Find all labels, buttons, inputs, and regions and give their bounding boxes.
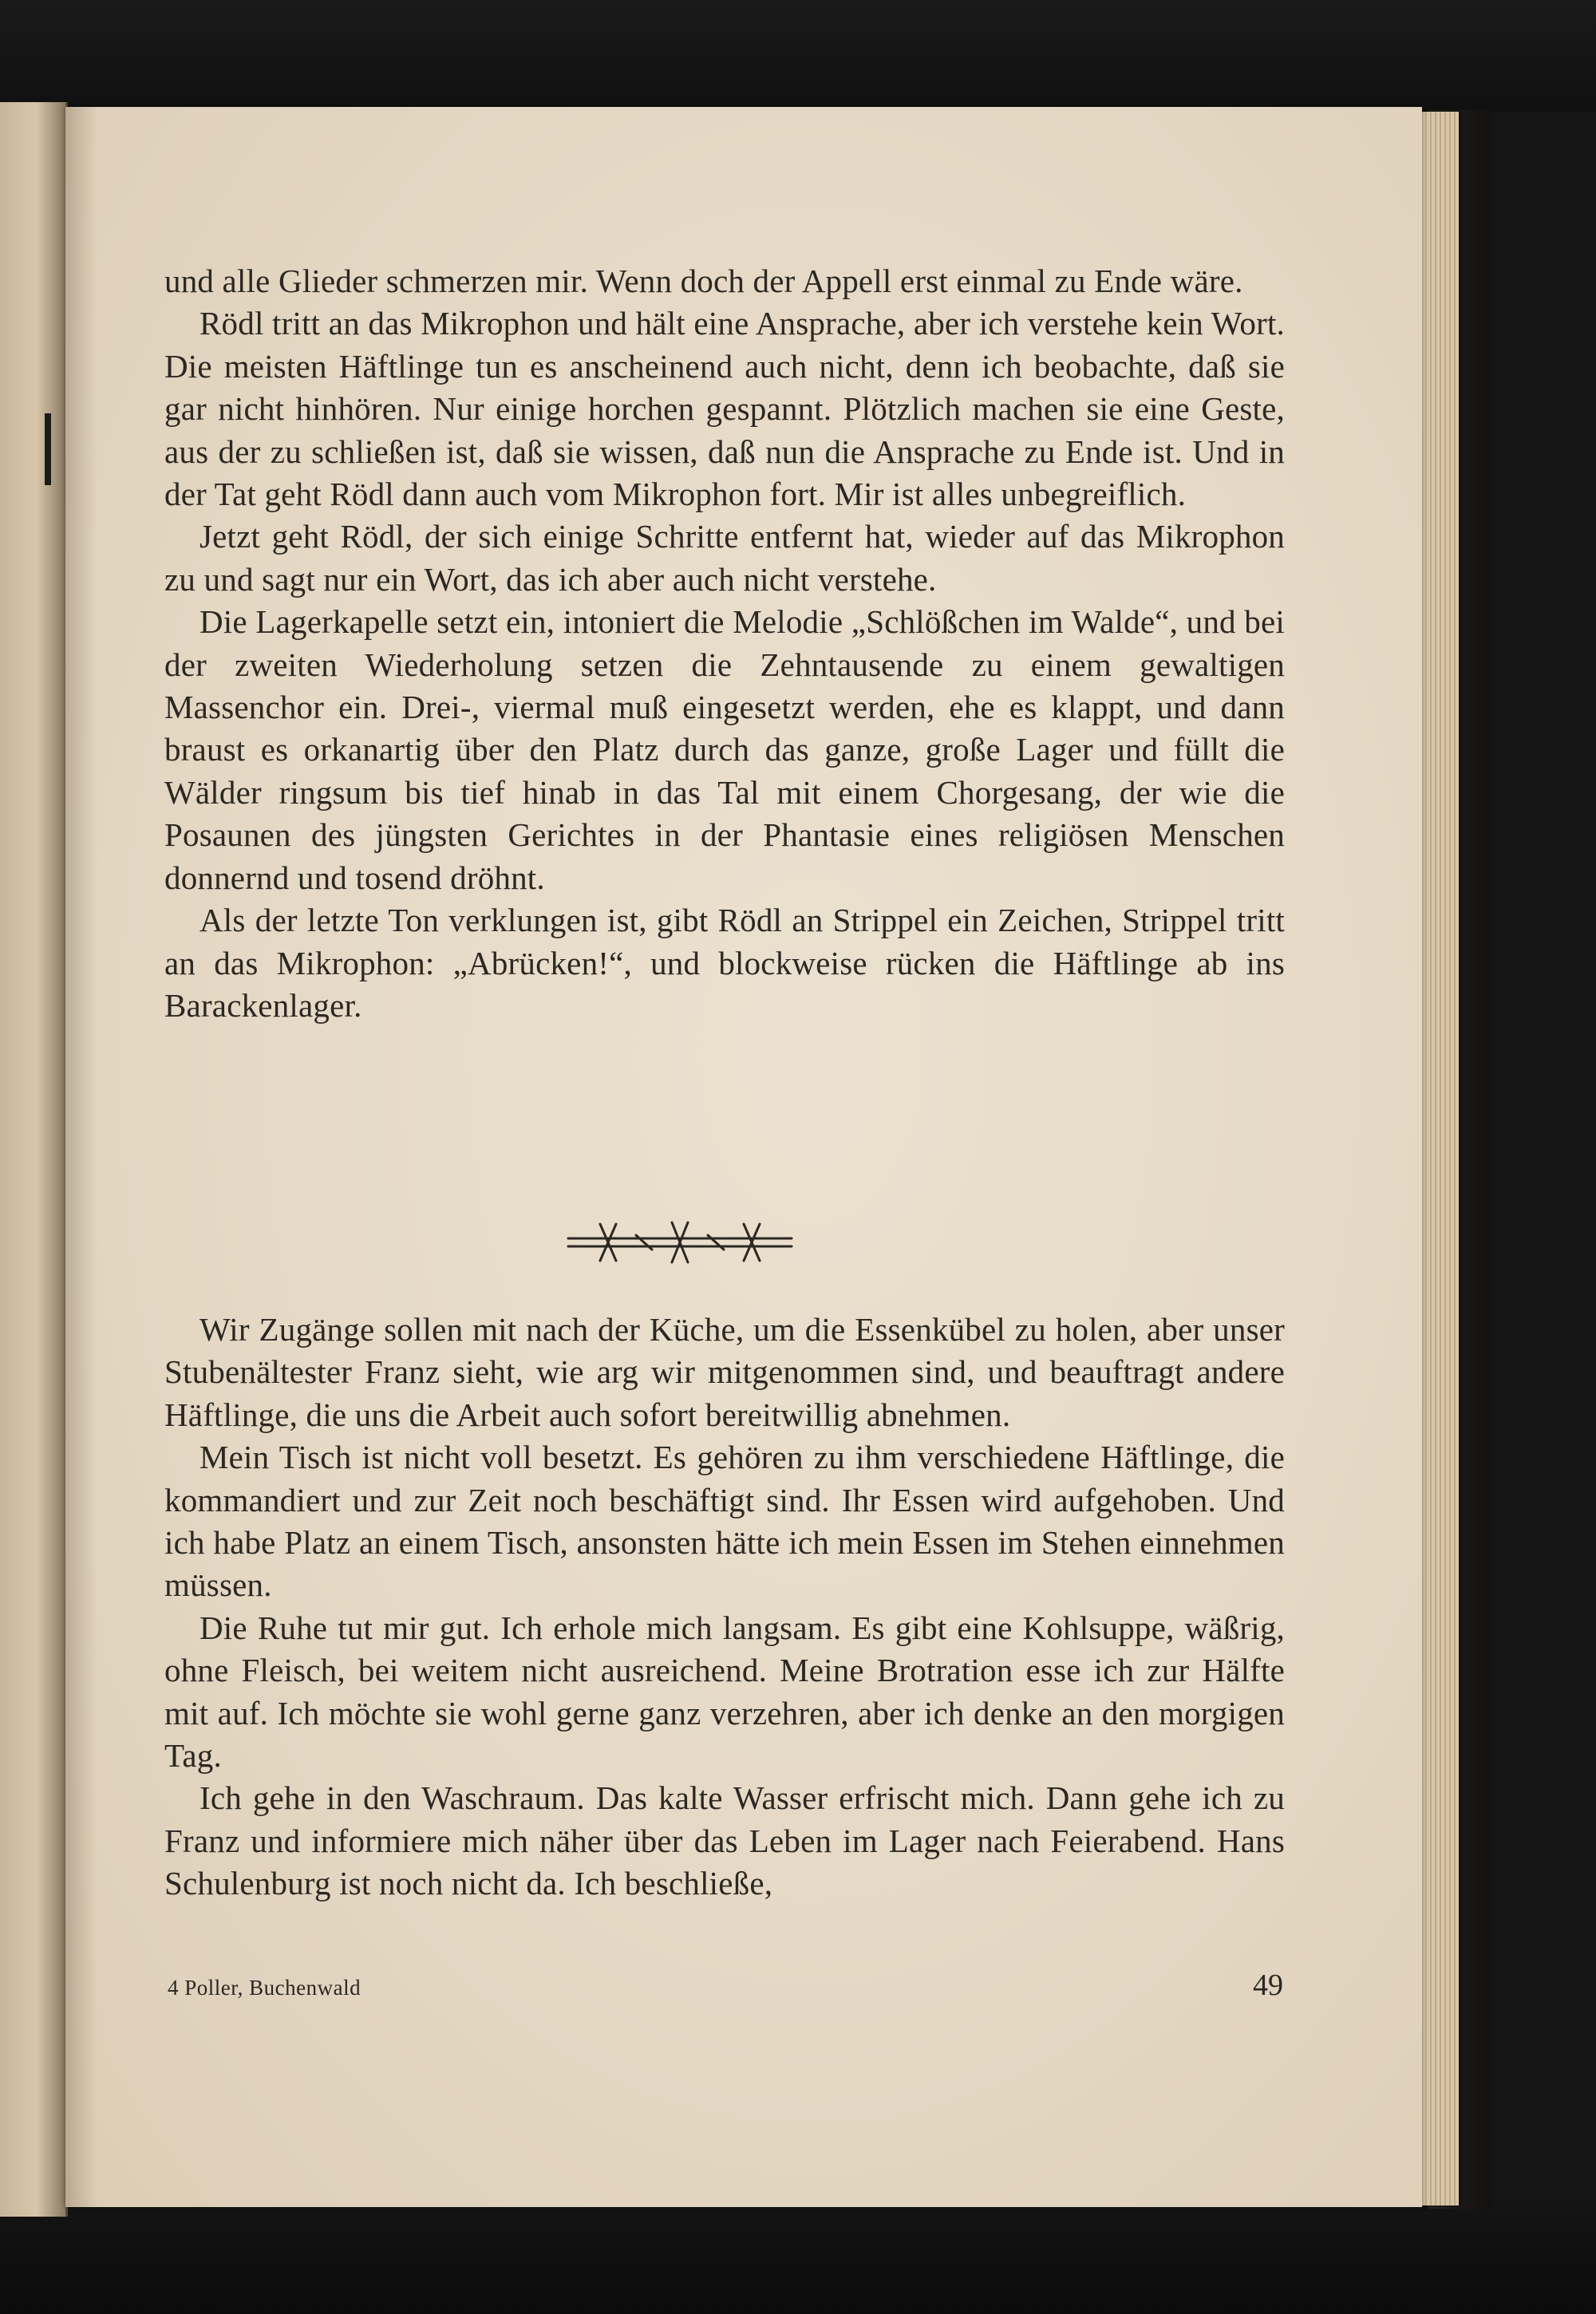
facing-page-edge [0,102,68,2217]
paragraph: Rödl tritt an das Mikrophon und hält eine Ansprache, aber ich verstehe kein Wort. Die meisten Häftlinge tun es anscheinend auch nicht, denn ich beobachte, daß sie gar nicht hinhören. Nur einige horchen gespannt. Plötzlich machen sie eine Geste, aus der zu schließen ist, daß sie wissen, daß nun die Ansprache zu Ende ist. Und in der Tat geht Rödl dann auch vom Mikrophon fort. Mir ist alles unbegreiflich. [164,305,1285,513]
book-page [65,107,1422,2207]
paragraph: und alle Glieder schmerzen mir. Wenn doch der Appell erst einmal zu Ende wäre. [164,263,1243,299]
paragraph: Ich gehe in den Waschraum. Das kalte Wasser erfrischt mich. Dann gehe ich zu Franz und informiere mich näher über das Leben im Lager nach Feierabend. Hans Schulenburg ist noch nicht da. Ich beschließe, [164,1779,1285,1902]
paragraph: Wir Zugänge sollen mit nach der Küche, um die Essenkübel zu holen, aber unser Stubenältester Franz sieht, wie arg wir mitgenommen sind, und beauftragt andere Häftlinge, die uns die Arbeit auch sofort bereitwillig abnehmen. [164,1311,1285,1433]
page-number: 49 [1253,1968,1283,2002]
signature-mark: 4 Poller, Buchenwald [168,1976,361,2000]
body-text-bottom [164,1309,1285,1905]
body-text-top [164,260,1285,1027]
paragraph: Jetzt geht Rödl, der sich einige Schritte entfernt hat, wieder auf das Mikrophon zu und sagt nur ein Wort, das ich aber auch nicht verstehe. [164,518,1285,598]
barbed-wire-ornament-icon [560,1206,800,1278]
dark-background-top [0,0,1596,112]
paragraph: Die Lagerkapelle setzt ein, intoniert die Melodie „Schlößchen im Walde“, und bei der zweiten Wiederholung setzen die Zehntausende zu einem gewaltigen Massenchor ein. Drei-, viermal muß eingesetzt werden, ehe es klappt, und dann braust es orkanartig über den Platz durch das ganze, große Lager und füllt die Wälder ringsum bis tief hinab in das Tal mit einem Chorgesang, der wie die Posaunen des jüngsten Gerichtes in der Phantasie eines religiösen Menschen donnernd und tosend dröhnt. [164,603,1285,896]
paragraph: Mein Tisch ist nicht voll besetzt. Es gehören zu ihm verschiedene Häftlinge, die kommandiert und zur Zeit noch beschäftigt sind. Ihr Essen wird aufgehoben. Und ich habe Platz an einem Tisch, ansonsten hätte ich mein Essen im Stehen einnehmen müssen. [164,1439,1285,1604]
paragraph: Als der letzte Ton verklungen ist, gibt Rödl an Strippel ein Zeichen, Strippel tritt an das Mikrophon: „Abrücken!“, und blockweise rücken die Häftlinge ab ins Barackenlager. [164,902,1285,1024]
dark-background-bottom [0,2202,1596,2314]
paragraph: Die Ruhe tut mir gut. Ich erhole mich langsam. Es gibt eine Kohlsuppe, wäßrig, ohne Fleisch, bei weitem nicht ausreichend. Meine Brotration esse ich zur Hälfte mit auf. Ich möchte sie wohl gerne ganz verzehren, aber ich denke an den morgigen Tag. [164,1609,1285,1775]
